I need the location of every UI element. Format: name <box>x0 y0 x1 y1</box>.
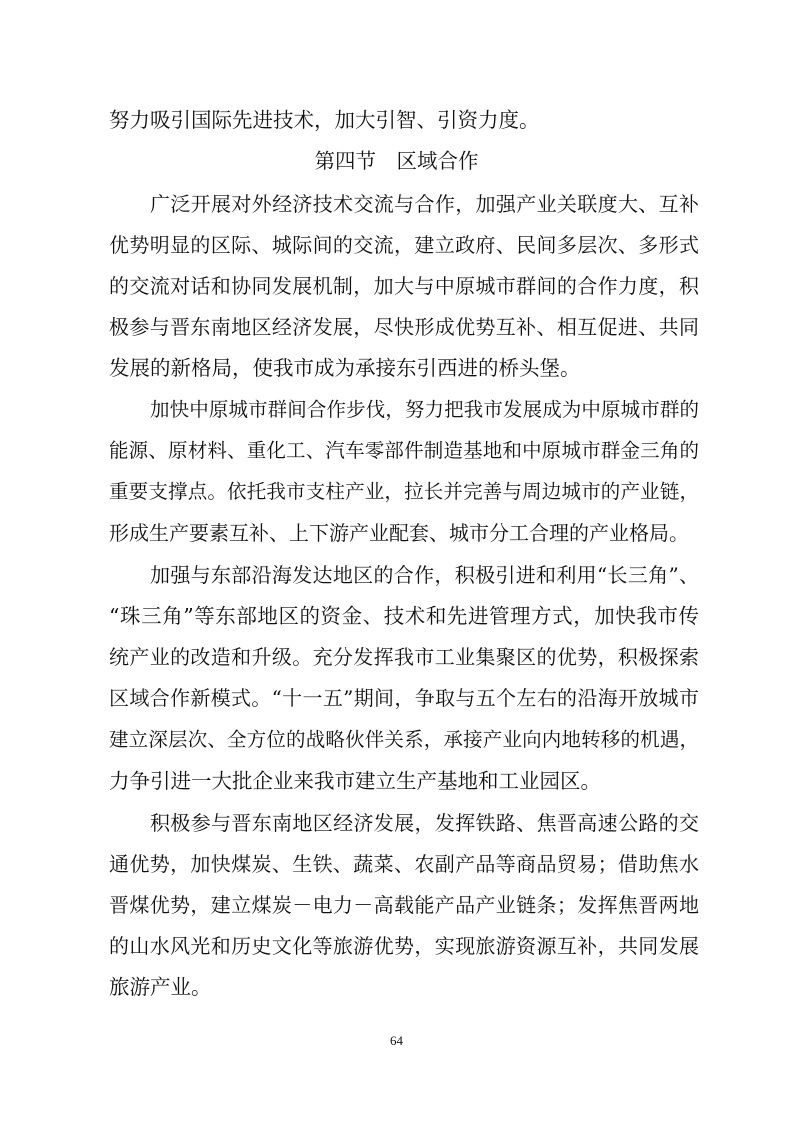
section-heading: 第四节 区域合作 <box>314 149 479 173</box>
paragraph-3-line: “珠三角”等东部地区的资金、技术和先进管理方式，加快我市传 <box>109 604 699 628</box>
paragraph-1-line: 发展的新格局，使我市成为承接东引西进的桥头堡。 <box>109 356 581 380</box>
page-number: 64 <box>390 1033 403 1048</box>
paragraph-4-line: 的山水风光和历史文化等旅游优势，实现旅游资源互补，共同发展 <box>109 934 699 958</box>
paragraph-continuation-line: 努力吸引国际先进技术，加大引智、引资力度。 <box>109 108 540 132</box>
paragraph-2-line: 重要支撑点。依托我市支柱产业，拉长并完善与周边城市的产业链， <box>109 480 699 503</box>
paragraph-3-line: 建立深层次、全方位的战略伙伴关系，承接产业向内地转移的机遇， <box>109 728 699 751</box>
paragraph-3-line: 区域合作新模式。“十一五”期间，争取与五个左右的沿海开放城市 <box>109 686 699 710</box>
paragraph-2-line: 能源、原材料、重化工、汽车零部件制造基地和中原城市群金三角的 <box>109 439 699 462</box>
paragraph-4-line: 通优势，加快煤炭、生铁、蔬菜、农副产品等商品贸易；借助焦水 <box>109 852 699 876</box>
paragraph-1-line: 极参与晋东南地区经济发展，尽快形成优势互补、相互促进、共同 <box>109 315 699 339</box>
paragraph-3-line: 加强与东部沿海发达地区的合作，积极引进和利用“长三角”、 <box>150 563 699 587</box>
paragraph-4-line: 积极参与晋东南地区经济发展，发挥铁路、焦晋高速公路的交 <box>150 811 699 835</box>
paragraph-1-line: 的交流对话和协同发展机制，加大与中原城市群间的合作力度，积 <box>109 274 699 298</box>
paragraph-4-line: 旅游产业。 <box>109 975 212 999</box>
paragraph-2-line: 形成生产要素互补、上下游产业配套、城市分工合理的产业格局。 <box>109 521 689 545</box>
paragraph-4-line: 晋煤优势，建立煤炭－电力－高载能产品产业链条；发挥焦晋两地 <box>109 893 699 917</box>
paragraph-1-line: 广泛开展对外经济技术交流与合作，加强产业关联度大、互补 <box>150 192 699 216</box>
paragraph-1-line: 优势明显的区际、城际间的交流，建立政府、民间多层次、多形式 <box>109 233 699 257</box>
paragraph-3-line: 力争引进一大批企业来我市建立生产基地和工业园区。 <box>109 769 601 793</box>
paragraph-2-line: 加快中原城市群间合作步伐，努力把我市发展成为中原城市群的 <box>150 398 699 421</box>
paragraph-3-line: 统产业的改造和升级。充分发挥我市工业集聚区的优势，积极探索 <box>109 645 699 669</box>
